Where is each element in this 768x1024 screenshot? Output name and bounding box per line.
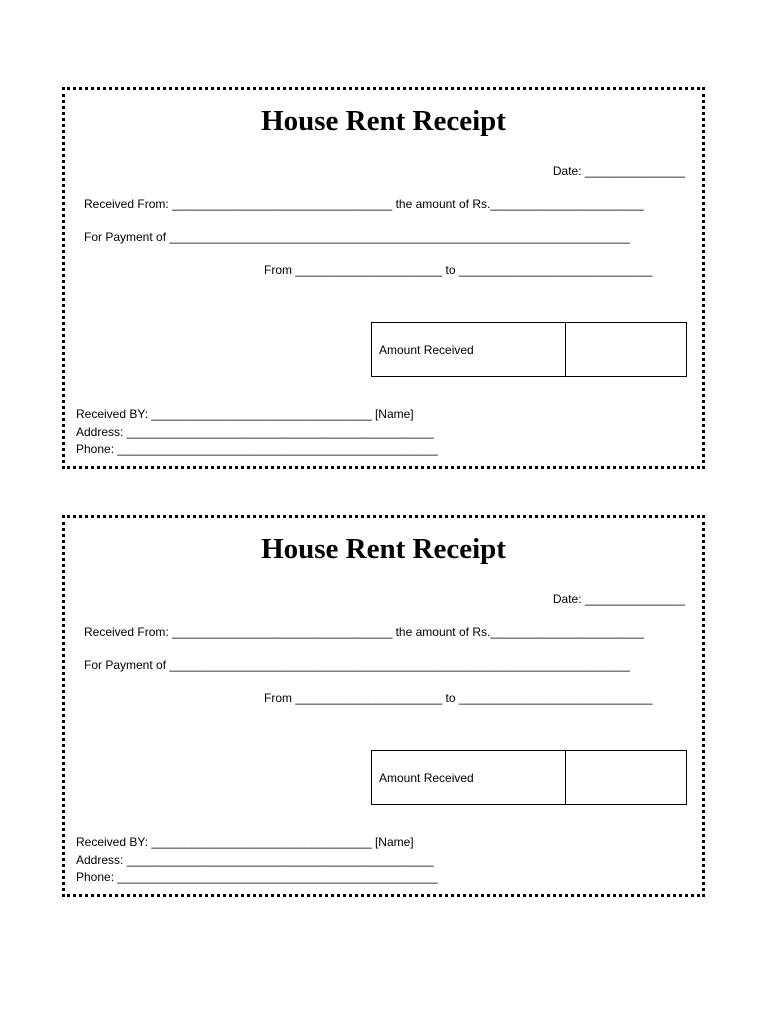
phone-field: Phone: ________________________________________________ bbox=[76, 870, 438, 884]
receipt-form bbox=[62, 87, 705, 469]
payment-for-field: For Payment of _____________________________________________________________________ bbox=[84, 658, 630, 672]
receipt-form bbox=[62, 515, 705, 897]
address-field: Address: ______________________________________________ bbox=[76, 853, 434, 867]
phone-field: Phone: ________________________________________________ bbox=[76, 442, 438, 456]
received-by-field: Received BY: _________________________________ [Name] bbox=[76, 835, 414, 849]
receipt-title: House Rent Receipt bbox=[261, 105, 506, 137]
amount-received-table bbox=[371, 750, 687, 805]
received-by-field: Received BY: _________________________________ [Name] bbox=[76, 407, 414, 421]
received-from-field: Received From: _________________________________ the amount of Rs._______________________ bbox=[84, 197, 644, 211]
amount-received-value-cell bbox=[566, 323, 686, 376]
amount-received-table bbox=[371, 322, 687, 377]
date-field: Date: _______________ bbox=[552, 592, 685, 606]
date-field: Date: _______________ bbox=[552, 164, 685, 178]
address-field: Address: ______________________________________________ bbox=[76, 425, 434, 439]
amount-received-label: Amount Received bbox=[372, 323, 566, 376]
payment-for-field: For Payment of _____________________________________________________________________ bbox=[84, 230, 630, 244]
received-from-field: Received From: _________________________________ the amount of Rs._______________________ bbox=[84, 625, 644, 639]
amount-received-value-cell bbox=[566, 751, 686, 804]
receipt-title: House Rent Receipt bbox=[261, 533, 506, 565]
rent-period-field: From ______________________ to _____________________________ bbox=[264, 263, 653, 277]
rent-period-field: From ______________________ to _____________________________ bbox=[264, 691, 653, 705]
amount-received-label: Amount Received bbox=[372, 751, 566, 804]
